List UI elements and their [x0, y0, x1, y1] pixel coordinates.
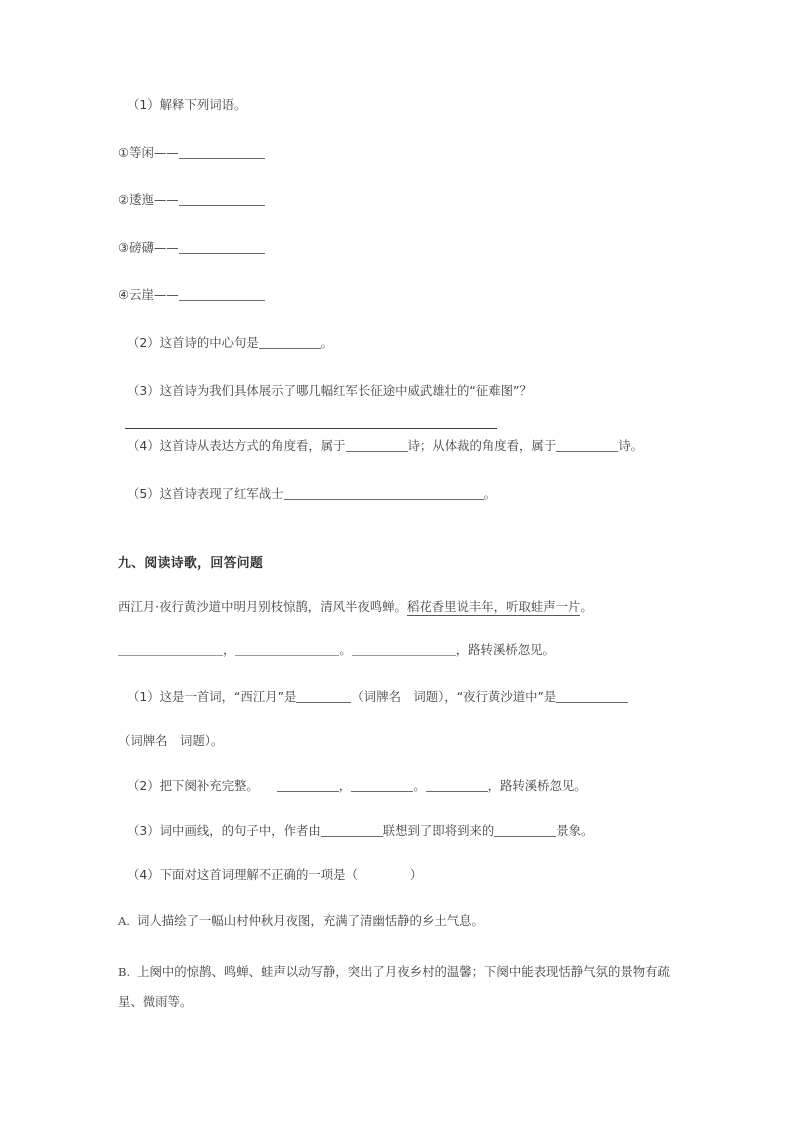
s9-q2-comma: ，	[338, 777, 352, 793]
vocab-item-1-word: 等闲——	[129, 144, 179, 160]
question-4-blank-2[interactable]	[556, 439, 618, 452]
s9-q2-blank-3[interactable]	[426, 779, 488, 792]
s9-q2-blank-1[interactable]	[277, 779, 339, 792]
s9-q1-number: （1）	[127, 688, 160, 704]
vocab-item-2-blank[interactable]	[179, 193, 265, 206]
poem-blank-3[interactable]	[352, 643, 456, 656]
question-3-answer-rule[interactable]	[125, 428, 497, 429]
question-3	[118, 382, 684, 401]
question-5	[118, 485, 684, 504]
poem-line2-comma: ，	[223, 642, 236, 658]
poem-trailing-punct: 。	[580, 599, 593, 615]
question-4-part2: 诗；从体裁的角度看，属于	[407, 438, 557, 454]
s9-q1-part2: （词牌名 词题），“夜行黄沙道中”是	[351, 688, 557, 704]
question-1-text: 解释下列词语。	[159, 97, 247, 112]
question-4-part3: 诗。	[618, 438, 643, 454]
vocab-item-4	[118, 286, 684, 305]
poem-plain-part: 西江月·夜行黄沙道中明月别枝惊鹊，清风半夜鸣蝉。	[118, 599, 407, 615]
vocab-item-1	[118, 144, 684, 163]
s9-q2-tail-comma: ，	[487, 777, 500, 793]
question-5-text-before: 这首诗表现了红军战士	[159, 485, 284, 501]
s9-q1-blank-2[interactable]	[556, 690, 628, 703]
question-4-blank-1[interactable]	[346, 439, 408, 452]
question-2-text-after: 。	[320, 335, 334, 351]
vocab-item-3-marker: ③	[118, 239, 130, 255]
option-a-text: 词人描绘了一幅山村仲秋月夜图，充满了清幽恬静的乡土气息。	[136, 912, 484, 928]
question-2-text-before: 这首诗的中心句是	[159, 335, 259, 351]
section-nine-heading: 九、阅读诗歌，回答问题	[118, 556, 264, 572]
question-4-part1: 这首诗从表达方式的角度看，属于	[159, 438, 346, 454]
poem-blank-2[interactable]	[235, 643, 339, 656]
s9-q4-number: （4）	[127, 867, 160, 883]
option-b-label: B.	[118, 965, 131, 980]
poem-line2-tail-comma: ，	[455, 642, 469, 658]
s9-q3-blank-1[interactable]	[321, 824, 383, 837]
poem-line-2	[118, 641, 684, 660]
document-content	[118, 96, 684, 1016]
question-5-text-after: 。	[483, 485, 496, 501]
s9-q2-tail: 路转溪桥忽见。	[499, 777, 587, 793]
question-4	[118, 437, 684, 456]
s9-q2-part1: 把下阕补充完整。	[159, 777, 259, 793]
vocab-item-2-marker: ②	[118, 192, 130, 208]
s9-q4-part2: ）	[409, 867, 423, 883]
section-nine-question-1-continuation: （词牌名 词题）。	[118, 733, 224, 749]
vocab-item-1-blank[interactable]	[179, 146, 265, 159]
section-nine-question-4	[118, 866, 684, 885]
s9-q3-part1: 词中画线，的句子中，作者由	[159, 822, 321, 838]
section-nine-question-3	[118, 822, 684, 841]
question-5-number: （5）	[127, 485, 160, 501]
question-2-blank[interactable]	[259, 336, 321, 349]
poem-line2-period: 。	[339, 642, 352, 658]
question-3-number: （3）	[127, 382, 160, 398]
option-b[interactable]	[118, 957, 692, 1015]
poem-line-1	[118, 598, 684, 617]
s9-q3-part2: 联想到了即将到来的	[382, 822, 495, 838]
s9-q1-part1: 这是一首词，“西江月”是	[159, 688, 297, 704]
question-3-text: 这首诗为我们具体展示了哪几幅红军长征途中威武雄壮的“征难图”？	[159, 382, 532, 398]
question-1-number: （1）	[127, 97, 160, 112]
s9-q3-part3: 景象。	[556, 822, 594, 838]
s9-q3-number: （3）	[127, 822, 160, 838]
s9-q3-blank-2[interactable]	[494, 824, 556, 837]
question-5-blank[interactable]	[284, 487, 484, 500]
poem-blank-1[interactable]	[118, 643, 223, 656]
s9-q2-period: 。	[413, 777, 426, 793]
s9-q2-blank-2[interactable]	[351, 779, 413, 792]
vocab-item-3-word: 磅礴——	[129, 239, 179, 255]
vocab-item-4-blank[interactable]	[179, 288, 265, 301]
section-nine-question-2	[118, 777, 684, 796]
question-4-number: （4）	[127, 438, 160, 454]
vocab-item-4-marker: ④	[118, 287, 130, 303]
question-1-heading	[118, 96, 684, 115]
question-2-number: （2）	[127, 335, 160, 351]
vocab-item-4-word: 云崖——	[129, 287, 179, 303]
vocab-item-3	[118, 239, 684, 258]
poem-line2-end: 路转溪桥忽见。	[468, 642, 555, 658]
option-b-text: 上阕中的惊鹊、鸣蝉、蛙声以动写静，突出了月夜乡村的温馨；下阕中能表现恬静气氛的景物有疏星、微雨等。	[118, 964, 670, 1009]
s9-q4-part1: 下面对这首词理解不正确的一项是（	[159, 867, 358, 883]
vocab-item-1-marker: ①	[118, 144, 130, 160]
s9-q2-number: （2）	[127, 777, 160, 793]
s9-q1-blank-1[interactable]	[296, 690, 351, 703]
section-nine-question-1	[118, 688, 684, 707]
option-a[interactable]	[118, 912, 684, 931]
vocab-item-2	[118, 191, 684, 210]
poem-underlined-part: 稻花香里说丰年，听取蛙声一片	[406, 599, 581, 615]
option-a-label: A.	[118, 913, 130, 928]
question-2	[118, 334, 684, 353]
vocab-item-3-blank[interactable]	[179, 241, 265, 254]
vocab-item-2-word: 逶迤——	[129, 192, 179, 208]
